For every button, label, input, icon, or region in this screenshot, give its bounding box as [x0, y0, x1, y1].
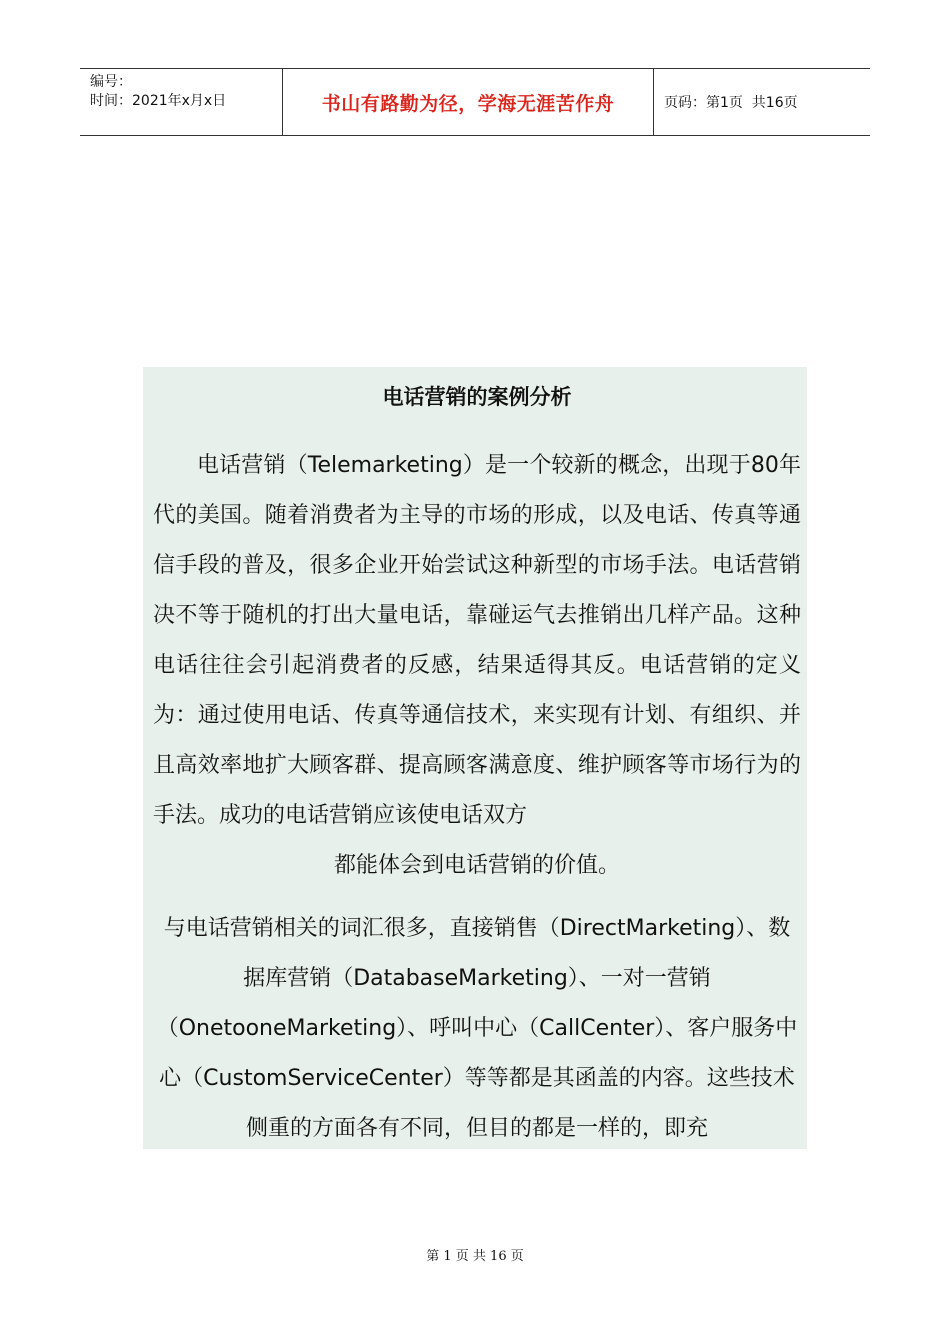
document-body	[143, 367, 807, 1149]
page-header	[80, 68, 870, 136]
number-label: 编号：	[90, 74, 132, 90]
header-motto-cell	[282, 69, 654, 135]
page-info: 页码：第1页 共16页	[664, 95, 798, 111]
page-footer: 第 1 页 共 16 页	[426, 1249, 524, 1264]
header-page-cell	[654, 69, 870, 135]
paragraph-2: 与电话营销相关的词汇很多，直接销售（DirectMarketing）、数据库营销（DatabaseMarketing）、一对一营销（OnetooneMarketing）、呼叫中心（CallCenter）、客户服务中心（CustomServiceCenter）等等都是其函盖的内容。这些技术侧重的方面各有不同，但目的都是一样的，即充	[156, 916, 798, 1141]
header-meta-cell	[80, 69, 282, 135]
time-label: 时间：2021年x月x日	[90, 93, 227, 109]
paragraph-1: 电话营销（Telemarketing）是一个较新的概念，出现于80年代的美国。随着消费者为主导的市场的形成，以及电话、传真等通信手段的普及，很多企业开始尝试这种新型的市场手法。电话营销决不等于随机的打出大量电话，靠碰运气去推销出几样产品。这种电话往往会引起消费者的反感，结果适得其反。电话营销的定义为：通过使用电话、传真等通信技术，来实现有计划、有组织、并且高效率地扩大顾客群、提高顾客满意度、维护顾客等市场行为的手法。成功的电话营销应该使电话双方	[153, 453, 801, 828]
paragraph-1-last-line: 都能体会到电话营销的价值。	[333, 853, 620, 878]
document-title: 电话营销的案例分析	[382, 385, 572, 409]
motto-text: 书山有路勤为径，学海无涯苦作舟	[321, 92, 615, 115]
